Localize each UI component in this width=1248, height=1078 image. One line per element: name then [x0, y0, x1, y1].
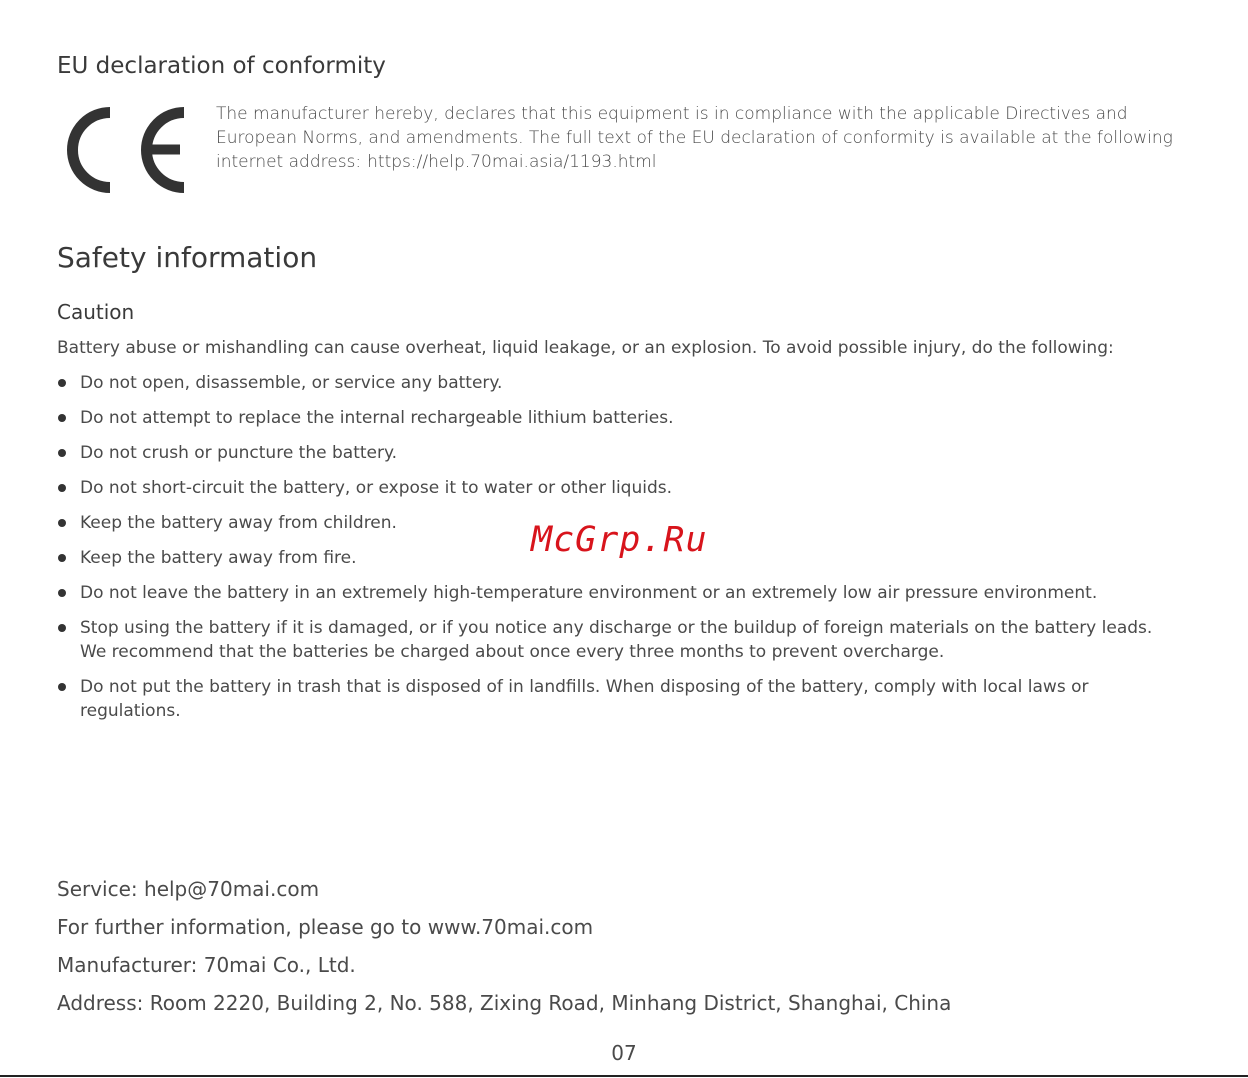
bullet-icon — [58, 379, 66, 387]
bullet-text: Do not leave the battery in an extremely high-temperature environment or an extremely low air pressure environment. — [80, 583, 1098, 603]
list-item — [57, 371, 1177, 395]
bullet-text: Do not crush or puncture the battery. — [80, 443, 398, 463]
contact-footer — [57, 876, 951, 1028]
page-number: 07 — [611, 1041, 637, 1065]
bullet-text: Do not put the battery in trash that is disposed of in landfills. When disposing of the battery, comply with local laws or regulations. — [80, 677, 1089, 721]
service-email: Service: help@70mai.com — [57, 877, 320, 901]
declaration-url: https://help.70mai.asia/1193.html — [367, 152, 657, 172]
address: Address: Room 2220, Building 2, No. 588, Zixing Road, Minhang District, Shanghai, China — [57, 991, 952, 1015]
list-item — [57, 581, 1177, 605]
bullet-icon — [58, 484, 66, 492]
list-item — [57, 441, 1177, 465]
bullet-text: Stop using the battery if it is damaged, or if you notice any discharge or the buildup of foreign materials on the battery leads. We recommend that the batteries be charged about once every three months to prevent overcharge. — [80, 618, 1153, 662]
bullet-icon — [58, 414, 66, 422]
watermark-text: McGrp.Ru — [531, 520, 708, 560]
manufacturer: Manufacturer: 70mai Co., Ltd. — [57, 953, 356, 977]
bullet-icon — [58, 554, 66, 562]
bullet-icon — [58, 589, 66, 597]
bottom-divider — [0, 1075, 1248, 1077]
bullet-text: Keep the battery away from fire. — [80, 548, 357, 568]
bullet-icon — [58, 683, 66, 691]
list-item — [57, 406, 1177, 430]
bullet-icon — [58, 519, 66, 527]
eu-declaration-title: EU declaration of conformity — [57, 53, 386, 79]
bullet-icon — [58, 449, 66, 457]
list-item — [57, 616, 1177, 664]
bullet-icon — [58, 624, 66, 632]
eu-declaration-text — [216, 102, 1201, 174]
list-item — [57, 476, 1177, 500]
bullet-text: Keep the battery away from children. — [80, 513, 397, 533]
ce-mark-icon — [55, 103, 189, 197]
safety-information-title: Safety information — [57, 241, 318, 274]
list-item — [57, 675, 1177, 723]
bullet-text: Do not short-circuit the battery, or expose it to water or other liquids. — [80, 478, 673, 498]
caution-heading: Caution — [57, 300, 135, 324]
bullet-text: Do not open, disassemble, or service any battery. — [80, 373, 503, 393]
further-info: For further information, please go to www.70mai.com — [57, 915, 594, 939]
bullet-text: Do not attempt to replace the internal rechargeable lithium batteries. — [80, 408, 674, 428]
caution-intro: Battery abuse or mishandling can cause overheat, liquid leakage, or an explosion. To avoid possible injury, do the following: — [57, 338, 1114, 358]
eu-declaration-body: The manufacturer hereby, declares that this equipment is in compliance with the applicable Directives and European Norms, and amendments. The full text of the EU declaration of conformity is available at the following internet address: — [216, 104, 1173, 172]
